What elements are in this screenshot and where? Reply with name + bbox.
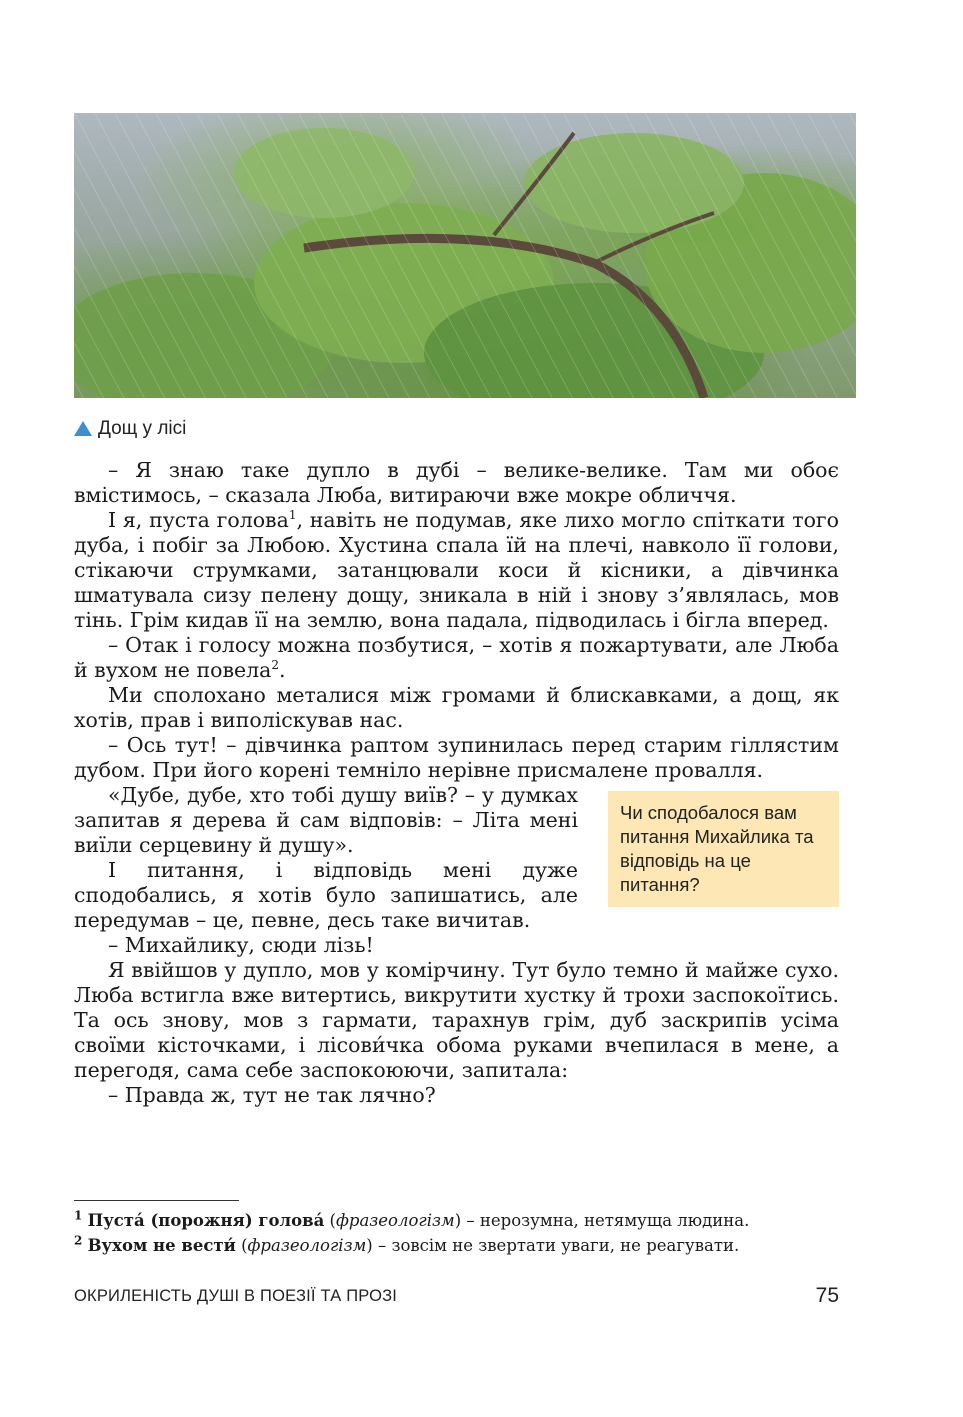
footnote: $^1$ Пуста́ (порожня) голова́ (фразеологізм) – нерозумна, нетямуща людина.: [74, 1208, 750, 1230]
footnote-ref[interactable]: 1: [288, 508, 297, 523]
question-box: Чи сподобалося вам питання Михайлика та відповідь на це питання?: [608, 791, 839, 907]
paragraph: – Правда ж, тут не так лячно?: [108, 1083, 436, 1107]
photo-drawing: [74, 113, 856, 398]
paragraph: – Я знаю таке дупло в дубі – велике-велике. Там ми обоє вмістимось, – сказала Люба, витираючи вже мокре обличчя.: [74, 458, 839, 507]
section-title: ОКРИЛЕНІСТЬ ДУШІ В ПОЕЗІЇ ТА ПРОЗІ: [74, 1286, 398, 1305]
page-number: 75: [815, 1284, 839, 1307]
page-footer: [74, 1283, 839, 1309]
paragraph: І я, пуста голова$^1$, навіть не подумав, яке лихо могло спіткати того дуба, і побіг за Любою. Хустина спала їй на плечі, навколо її голови, стікаючи струмками, затанцювали коси й кісники, а дівчинка шматувала сизу пелену дощу, зникала в ній і знову з’являлась, мов тінь. Грім кидав її на землю, вона падала, підводилась і бігла вперед.: [74, 508, 839, 632]
figure-caption: [74, 416, 186, 442]
footnote: $^2$ Вухом не вести́ (фразеологізм) – зовсім не звертати уваги, не реагувати.: [74, 1233, 740, 1255]
footnote-ref[interactable]: 2: [271, 658, 280, 673]
paragraph: – Ось тут! – дівчинка раптом зупинилась перед старим гіллястим дубом. При його корені темніло нерівне присмалене провалля.: [74, 733, 839, 782]
footnote-divider: [74, 1200, 239, 1201]
paragraph: – Михайлику, сюди лізь!: [108, 933, 374, 957]
paragraph: Я ввійшов у дупло, мов у комірчину. Тут було темно й майже сухо. Люба встигла вже витертись, викрутити хустку й трохи заспокоїтись. Та ось знову, мов з гармати, тарахнув грім, дуб заскрипів усіма своїми кісточками, і лісови́чка обома руками вчепилася в мене, а перегодя, сама себе заспокоюючи, запитала:: [74, 958, 839, 1082]
main-text: [74, 458, 839, 1108]
paragraph: Ми сполохано металися між громами й блискавками, а дощ, як хотів, прав і виполіскував нас.: [74, 683, 839, 732]
triangle-marker-icon: [74, 421, 92, 436]
rain-forest-photo-icon: [74, 113, 856, 398]
footnotes: [74, 1208, 839, 1258]
paragraph: – Отак і голосу можна позбутися, – хотів я пожартувати, але Люба й вухом не повела$^2$.: [74, 633, 839, 682]
caption-text: Дощ у лісі: [98, 418, 187, 439]
paragraph: «Дубе, дубе, хто тобі душу виїв? – у думках запитав я дерева й сам відповів: – Літа мені виїли серцевину й душу».: [74, 783, 578, 857]
wrapped-text: [74, 783, 578, 933]
paragraph: І питання, і відповідь мені дуже сподобались, я хотів було запишатись, але передумав – це, певне, десь таке вичитав.: [74, 858, 578, 932]
text-with-sidebar: [74, 783, 839, 933]
